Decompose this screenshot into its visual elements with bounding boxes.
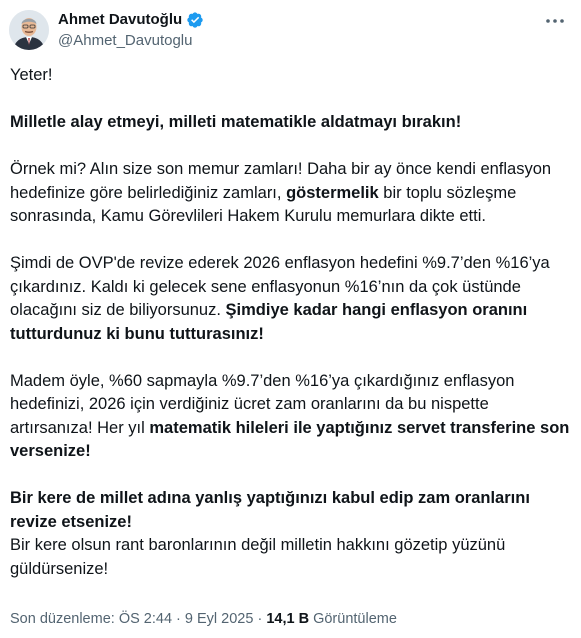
edited-timestamp-link[interactable]: Son düzenleme: ÖS 2:44 · 9 Eyl 2025 ·	[10, 611, 267, 627]
avatar-image	[9, 10, 49, 50]
tweet-text: Madem öyle, %60 sapmayla %9.7’den %16’ya çıkardığınız enflasyon hedefinizi, 2026 için verdiğiniz ücret zam oranlarını da bu nispette artırsanıza! Her yıl	[10, 371, 515, 437]
tweet-paragraph-6	[10, 487, 574, 581]
tweet-paragraph-1: Yeter!	[10, 66, 53, 84]
author-display-name[interactable]: Ahmet Davutoğlu	[58, 11, 183, 28]
tweet-bold-text: Bir kere de millet adına yanlış yaptığınızı kabul edip zam oranlarını revize etsenize!	[10, 489, 530, 531]
author-handle[interactable]: @Ahmet_Davutoglu	[58, 32, 193, 49]
tweet-body	[10, 64, 574, 581]
more-options-icon[interactable]	[543, 11, 567, 31]
tweet-bold-text: göstermelik	[286, 183, 379, 202]
tweet-text: Bir kere olsun rant baronlarının değil milletin hakkını gözetip yüzünü güldürsenize!	[10, 536, 506, 578]
avatar[interactable]	[9, 10, 49, 50]
tweet-text: Şimdi de OVP'de revize ederek 2026 enflasyon hedefini %9.7’den %16’ya çıkardınız. Kaldı ki gelecek sene enflasyonun %16’nın da çok üstünde olacağını siz de biliyorsunuz.	[10, 254, 550, 319]
verified-badge-icon[interactable]	[186, 11, 204, 29]
tweet-paragraph-4	[10, 252, 574, 346]
views-label: Görüntüleme	[309, 611, 397, 627]
tweet-header	[0, 0, 581, 60]
tweet-meta	[10, 609, 397, 629]
tweet-text: bir toplu sözleşme sonrasında, Kamu Görevlileri Hakem Kurulu memurlara dikte etti.	[10, 183, 517, 225]
tweet-paragraph-5	[10, 370, 574, 464]
tweet-bold-text: matematik hileleri ile yaptığınız servet transferine son versenize!	[10, 418, 570, 460]
tweet-text: Örnek mi? Alın size son memur zamları! Daha bir ay önce kendi enflasyon hedefinize göre belirlediğiniz zamları,	[10, 160, 552, 202]
author-name-row	[58, 11, 204, 29]
tweet-paragraph-3	[10, 158, 574, 229]
tweet-bold-text: Milletle alay etmeyi, milleti matematikle aldatmayı bırakın!	[10, 113, 462, 131]
tweet-bold-text: Şimdiye kadar hangi enflasyon oranını tutturdunuz ki bunu tutturasınız!	[10, 301, 528, 343]
tweet-paragraph-2	[10, 111, 574, 135]
views-count: 14,1 B	[266, 611, 310, 627]
